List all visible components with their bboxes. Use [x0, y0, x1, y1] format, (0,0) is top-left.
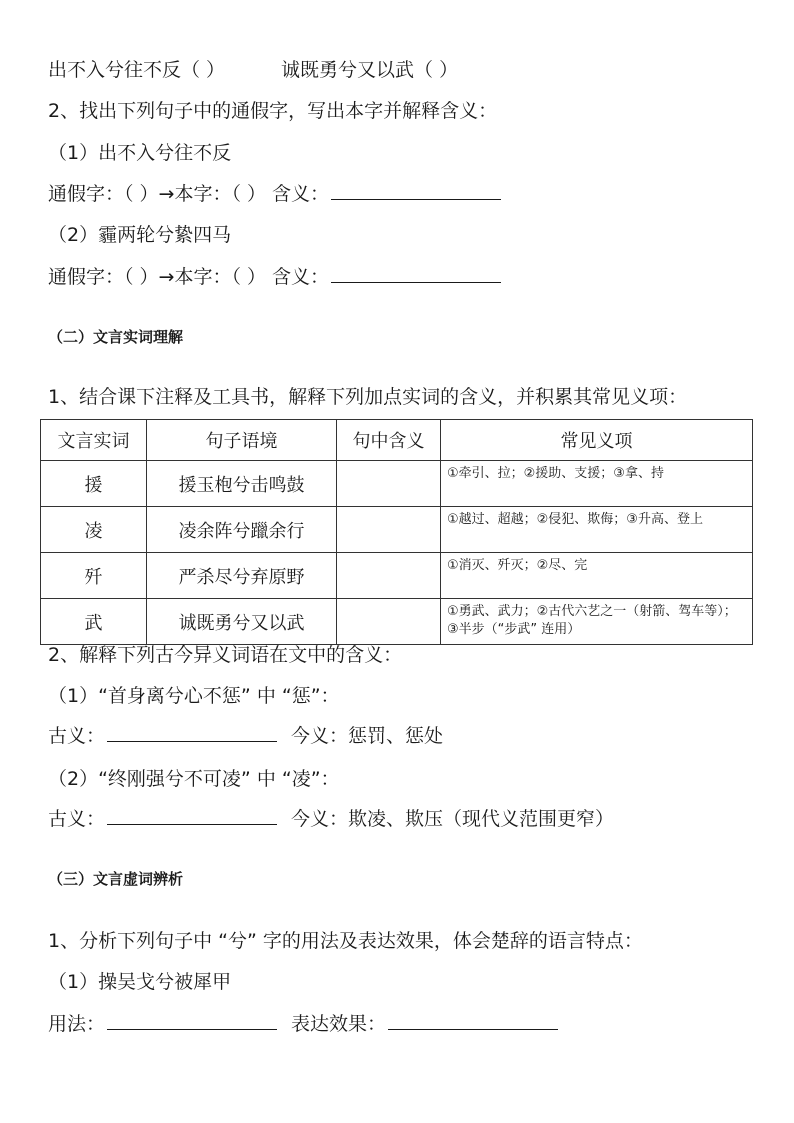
meaning-cell[interactable] [337, 461, 441, 507]
word-cell: 援 [41, 461, 147, 507]
section-2-title: （二）文言实词理解 [48, 328, 184, 346]
q2-item-1: （1）“首身离兮心不惩” 中 “惩”： [48, 685, 340, 707]
word-cell: 凌 [41, 507, 147, 553]
table-header-row [41, 420, 753, 461]
sentence-2: 诚既勇兮又以武（ ） [281, 59, 459, 81]
fill-line-2 [48, 264, 501, 290]
fill-prefix: 通假字：（ ）→本字：（ ） 含义： [48, 266, 330, 288]
section-3-question-1: 1、分析下列句子中 “兮” 字的用法及表达效果，体会楚辞的语言特点： [48, 930, 643, 952]
table-row [41, 553, 753, 599]
column-header: 句中含义 [337, 420, 441, 461]
sentence-cell: 严杀尽兮弃原野 [147, 553, 337, 599]
sentence-cell: 诚既勇兮又以武 [147, 599, 337, 645]
sentence-cell: 凌余阵兮躐余行 [147, 507, 337, 553]
common-meanings-cell: ①牵引、拉；②援助、支援；③拿、持 [441, 461, 753, 507]
column-header: 句子语境 [147, 420, 337, 461]
meaning-cell[interactable] [337, 553, 441, 599]
meaning-cell[interactable] [337, 599, 441, 645]
section-2-question-2: 2、解释下列古今异义词语在文中的含义： [48, 644, 403, 666]
q2-item-2: （2）“终刚强兮不可凌” 中 “凌”： [48, 768, 340, 790]
common-meanings-cell: ①消灭、歼灭；②尽、完 [441, 553, 753, 599]
answer-blank[interactable] [107, 1011, 277, 1030]
sentence-1: 出不入兮往不反（ ） [48, 59, 226, 81]
word-cell: 歼 [41, 553, 147, 599]
table-row [41, 507, 753, 553]
answer-blank[interactable] [107, 806, 277, 825]
question-2-title: 2、找出下列句子中的通假字，写出本字并解释含义： [48, 100, 498, 122]
ancient-meaning-label: 古义： [48, 725, 106, 747]
section-2-question-1: 1、结合课下注释及工具书，解释下列加点实词的含义，并积累其常见义项： [48, 386, 688, 408]
section-3-item-1: （1）操吴戈兮被犀甲 [48, 971, 232, 993]
usage-effect-line [48, 1011, 558, 1037]
answer-blank[interactable] [107, 723, 277, 742]
section-3-title: （三）文言虚词辨析 [48, 870, 184, 888]
vocab-table [40, 419, 753, 645]
column-header: 文言实词 [41, 420, 147, 461]
line-item-1 [48, 57, 458, 83]
column-header: 常见义项 [441, 420, 753, 461]
item-1: （1）出不入兮往不反 [48, 142, 232, 164]
table-row [41, 461, 753, 507]
usage-label: 用法： [48, 1013, 106, 1035]
table-row [41, 599, 753, 645]
word-cell: 武 [41, 599, 147, 645]
q2-item-2-answer [48, 806, 614, 832]
answer-blank[interactable] [331, 264, 501, 283]
q2-item-1-answer [48, 723, 443, 749]
answer-blank[interactable] [388, 1011, 558, 1030]
modern-meaning: 今义：欺凌、欺压（现代义范围更窄） [291, 808, 615, 830]
effect-label: 表达效果： [291, 1013, 387, 1035]
common-meanings-cell: ①越过、超越；②侵犯、欺侮；③升高、登上 [441, 507, 753, 553]
item-2: （2）霾两轮兮絷四马 [48, 224, 232, 246]
common-meanings-cell: ①勇武、武力；②古代六艺之一（射箭、驾车等）；③半步（“步武” 连用） [441, 599, 753, 645]
meaning-cell[interactable] [337, 507, 441, 553]
sentence-cell: 援玉枹兮击鸣鼓 [147, 461, 337, 507]
modern-meaning: 今义：惩罚、惩处 [291, 725, 444, 747]
ancient-meaning-label: 古义： [48, 808, 106, 830]
fill-line-1 [48, 181, 501, 207]
fill-prefix: 通假字：（ ）→本字：（ ） 含义： [48, 183, 330, 205]
answer-blank[interactable] [331, 181, 501, 200]
